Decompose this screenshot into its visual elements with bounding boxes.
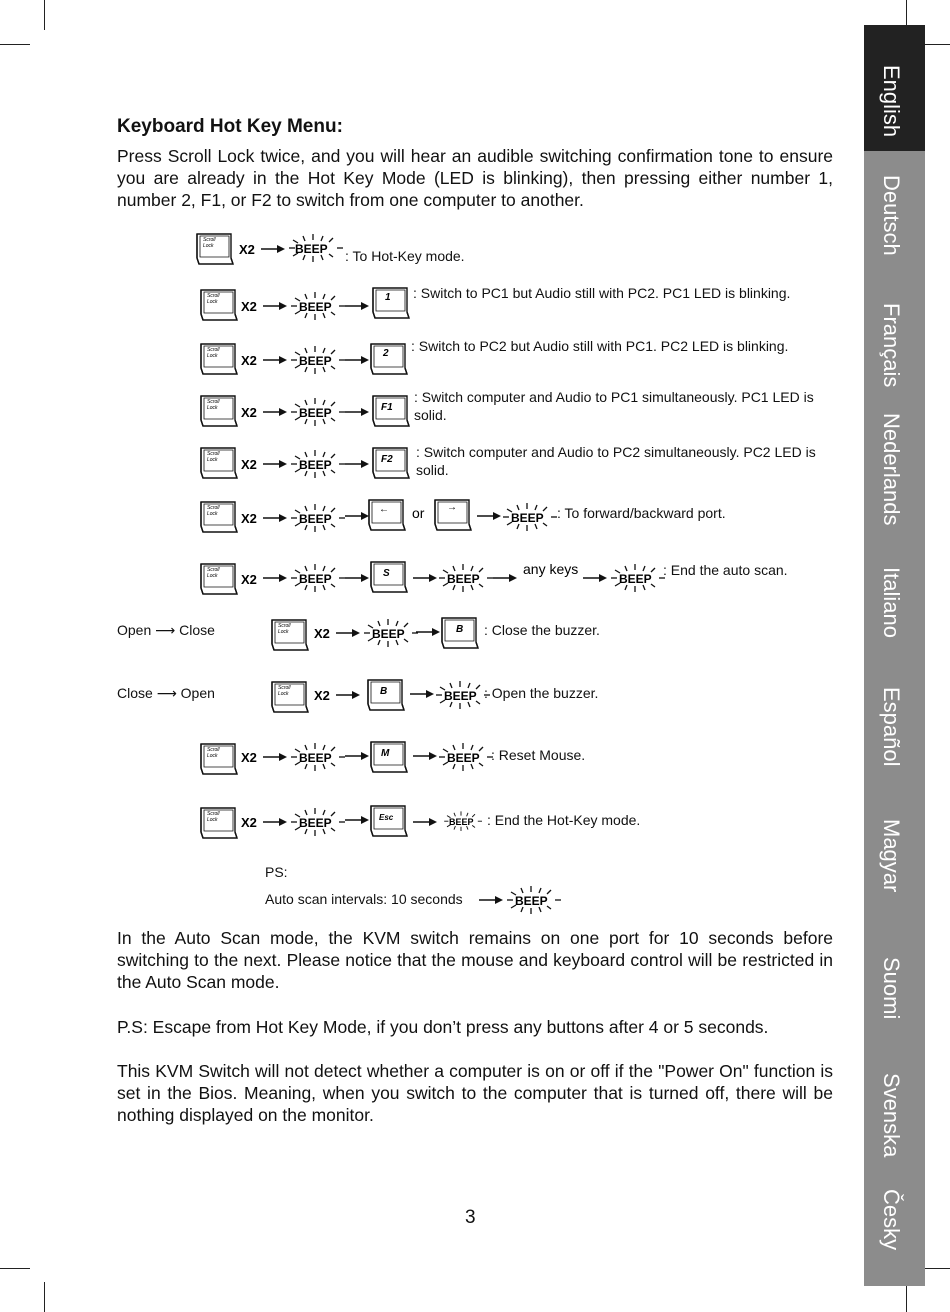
pc2-description: : Switch to PC2 but Audio still with PC1. PC2 LED is blinking. [411,338,789,354]
scroll-lock-key-label: Scroll [207,347,220,353]
tab-label: Deutsch [879,175,904,256]
scroll-lock-key-label: Lock [207,573,218,579]
intro-paragraph: Press Scroll Lock twice, and you will hear an audible switching confirmation tone to ensure you are already in the Hot Key Mode (LED is blinking), then pressing either number 1, number 2, F1, or F2 to switch from one computer to another. [117,146,833,210]
tab-deutsch[interactable] [864,151,925,277]
crop-mark [44,0,45,30]
f2-row [195,442,835,482]
key-2-label: 2 [383,348,389,359]
crop-mark [44,1282,45,1312]
esc-sequence [195,800,495,844]
tab-english[interactable] [864,25,925,151]
scroll-lock-key-label: Lock [207,299,218,305]
beep-label: BEEP [299,300,332,314]
right-arrow-icon: ⟶ [156,685,177,701]
tab-label: Français [879,303,904,388]
scroll-lock-key-label: Lock [207,405,218,411]
ps-label: PS: [265,864,288,880]
arrow-description: : To forward/backward port. [557,505,726,521]
crop-mark [0,1268,30,1269]
key-esc-label: Esc [379,813,394,822]
power-paragraph: This KVM Switch will not detect whether a computer is on or off if the "Power On" function is set in the Bios. Meaning, when you switch to the computer that is turned off, there will be nothing displayed on the monitor. [117,1061,833,1125]
tab-label: Česky [879,1189,904,1251]
times-two-label: X2 [241,572,257,587]
f2-description: : Switch computer and Audio to PC2 simultaneously. PC2 LED is solid. [416,444,816,478]
tab-label: English [879,65,904,138]
state-from: Open [117,622,152,638]
tab-suomi[interactable] [864,929,925,1055]
right-arrow-icon: ⟶ [155,622,176,638]
beep-label: BEEP [511,511,544,525]
f1-sequence [195,390,415,430]
or-label: or [412,505,425,521]
scroll-lock-key-label: Lock [278,691,289,697]
beep-label: BEEP [447,751,480,765]
buzzer-close-row [270,612,830,652]
pc1-description: : Switch to PC1 but Audio still with PC2. PC1 LED is blinking. [413,285,791,301]
tab-francais[interactable] [864,277,925,403]
buzzer-open-sequence [270,674,490,718]
section-heading: Keyboard Hot Key Menu: [117,116,343,137]
beep-label: BEEP [619,572,652,586]
beep-label: BEEP [515,894,548,908]
tab-svenska[interactable] [864,1055,925,1181]
pc2-row [195,338,835,378]
pc1-sequence [195,284,415,324]
ps-beep-sequence [477,880,577,920]
scroll-lock-key-label: Scroll [207,451,220,457]
tab-italiano[interactable] [864,551,925,677]
state-to: Open [180,685,215,701]
scroll-lock-key-label: Lock [278,629,289,635]
right-arrow-key-label: → [447,502,457,513]
ps-scan-text: Auto scan intervals: 10 seconds [265,891,463,907]
scroll-lock-key-label: Scroll [278,685,291,691]
times-two-label: X2 [241,299,257,314]
tab-label: Español [879,687,904,767]
tab-cesky[interactable] [864,1181,925,1286]
beep-label: BEEP [372,627,405,641]
beep-label: BEEP [299,751,332,765]
scroll-lock-key-label: Scroll [207,747,220,753]
scan-description: : End the auto scan. [663,562,788,578]
state-from: Close [117,685,153,701]
mouse-row [195,736,795,776]
left-arrow-key-label: ← [379,504,389,515]
scroll-lock-key-label: Lock [207,353,218,359]
scroll-lock-key-label: Scroll [207,399,220,405]
key-f2-label: F2 [381,454,393,465]
mouse-sequence [195,736,495,780]
scroll-lock-key-label: Scroll [207,811,220,817]
scroll-lock-key-label: Lock [207,817,218,823]
crop-mark [0,44,30,45]
beep-label: BEEP [449,817,474,827]
f1-row [195,390,835,430]
tab-label: Italiano [879,567,904,638]
pc1-row [195,284,835,324]
beep-label: BEEP [299,354,332,368]
tab-magyar[interactable] [864,803,925,929]
auto-scan-paragraph: In the Auto Scan mode, the KVM switch remains on one port for 10 seconds before switching to the next. Please notice that the mouse and keyboard control will be restricted in the Auto Scan mode. [117,928,833,992]
times-two-label: X2 [241,353,257,368]
times-two-label: X2 [314,626,330,641]
beep-label: BEEP [299,816,332,830]
times-two-label: X2 [241,405,257,420]
times-two-label: X2 [239,242,255,257]
escape-paragraph: P.S: Escape from Hot Key Mode, if you don’t press any buttons after 4 or 5 seconds. [117,1017,769,1037]
scroll-lock-key-label: Lock [207,511,218,517]
times-two-label: X2 [241,750,257,765]
scroll-lock-key-label: Lock [203,243,214,249]
tab-label: Nederlands [879,413,904,526]
esc-description: : End the Hot-Key mode. [487,812,641,828]
hotkey-description: : To Hot-Key mode. [345,248,465,264]
scroll-lock-key-label: Lock [207,753,218,759]
buzzer-open-state-label [117,685,215,702]
times-two-label: X2 [241,457,257,472]
beep-label: BEEP [299,458,332,472]
times-two-label: X2 [314,688,330,703]
key-1-label: 1 [385,292,391,303]
beep-label: BEEP [447,572,480,586]
tab-label: Suomi [879,957,904,1020]
any-keys-label: any keys [523,561,579,577]
key-b-label: B [456,624,464,635]
scan-sequence [195,556,665,600]
buzzer-open-description: : Open the buzzer. [484,685,599,701]
tab-label: Svenska [879,1073,904,1158]
buzzer-open-row [270,674,830,714]
beep-label: BEEP [295,242,328,256]
tab-nederlands[interactable] [864,403,925,551]
f2-sequence [195,442,415,482]
scroll-lock-key-label: Scroll [278,623,291,629]
buzzer-close-state-label [117,622,215,639]
arrow-row [195,496,815,536]
mouse-description: : Reset Mouse. [491,747,586,763]
scroll-lock-key-label: Lock [207,457,218,463]
scan-row [195,556,815,596]
key-m-label: M [381,748,390,759]
key-f1-label: F1 [381,402,393,413]
scroll-lock-key-label: Scroll [207,293,220,299]
times-two-label: X2 [241,511,257,526]
scroll-lock-key-label: Scroll [203,237,216,243]
f1-description: : Switch computer and Audio to PC1 simultaneously. PC1 LED is solid. [414,389,814,423]
esc-row [195,800,795,840]
buzzer-close-sequence [270,612,490,656]
arrow-sequence [195,496,565,536]
beep-label: BEEP [299,406,332,420]
beep-label: BEEP [299,572,332,586]
beep-label: BEEP [299,512,332,526]
key-s-label: S [383,568,390,579]
crop-mark [906,1282,907,1312]
scroll-lock-key-label: Scroll [207,505,220,511]
beep-label: BEEP [444,689,477,703]
tab-espanol[interactable] [864,677,925,803]
language-sidebar [864,25,925,1286]
pc2-sequence [195,338,415,378]
page-number: 3 [465,1207,476,1228]
hotkey-row [195,228,815,268]
buzzer-close-description: : Close the buzzer. [484,622,600,638]
tab-label: Magyar [879,819,904,893]
state-to: Close [179,622,215,638]
hotkey-sequence [195,228,355,268]
key-b-label: B [380,686,388,697]
scroll-lock-key-label: Scroll [207,567,220,573]
times-two-label: X2 [241,815,257,830]
ps-scan-row [265,880,585,920]
